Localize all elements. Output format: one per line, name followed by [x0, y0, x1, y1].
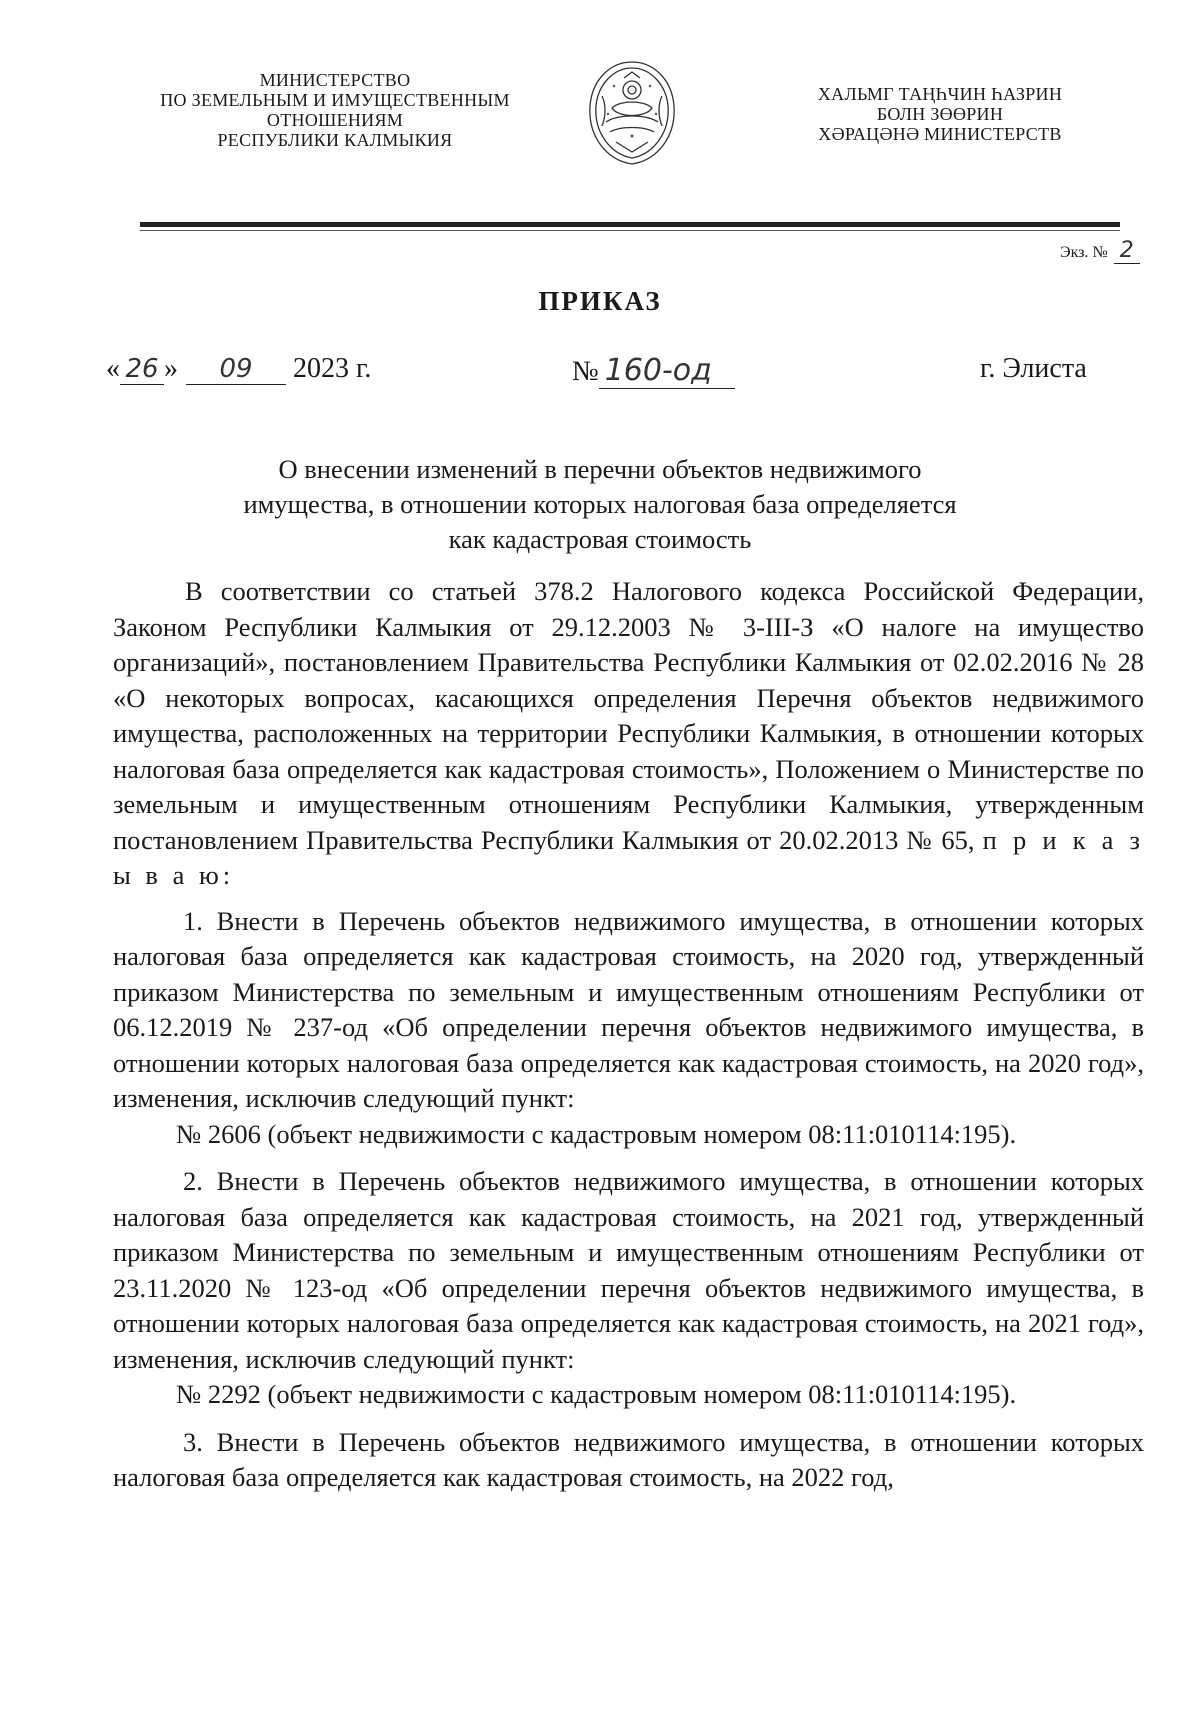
date-day: 26 [120, 354, 164, 385]
ministry-ru-line: ОТНОШЕНИЯМ [266, 110, 404, 130]
order-body [113, 574, 1144, 1496]
date-year: 2023 г. [293, 353, 372, 384]
date-open-quote: « [106, 353, 120, 384]
ministry-kalmyk-line: БОЛН ЗӨӨРИН [876, 104, 1004, 124]
order-item-excluded-entry: № 2606 (объект недвижимости с кадастровым номером 08:11:010114:195). [176, 1118, 1017, 1149]
copy-number-value: 2 [1114, 238, 1140, 264]
header-divider-thin [140, 230, 1120, 231]
order-date [106, 353, 371, 385]
order-number [572, 353, 735, 389]
subject-line: О внесении изменений в перечни объектов недвижимого [278, 454, 922, 484]
ministry-ru-line: ПО ЗЕМЕЛЬНЫМ И ИМУЩЕСТВЕННЫМ [160, 90, 510, 110]
order-item: 3. Внести в Перечень объектов недвижимого имущества, в отношении которых налоговая база определяется как кадастровая стоимость, на 2022 год, [113, 1426, 1144, 1492]
subject-line: как кадастровая стоимость [448, 524, 752, 554]
document-title: ПРИКАЗ [538, 286, 662, 316]
ministry-kalmyk-line: ХАЛЬМГ ТАҢҺЧИН ҺАЗРИН [817, 84, 1063, 104]
copy-number [1060, 238, 1140, 264]
ministry-name-ru [130, 70, 540, 150]
order-item: 1. Внести в Перечень объектов недвижимого имущества, в отношении которых налоговая база определяется как кадастровая стоимость, на 2020 год, утвержденный приказом Министерства по земельным и имущественным отношениям Республики от 06.12.2019 № 237-од «Об определении перечня объектов недвижимого имущества, в отношении которых налоговая база определяется как кадастровая стоимость, на 2020 год», изменения, исключив следующий пункт: [113, 905, 1144, 1113]
order-subject [0, 452, 1200, 557]
order-city: г. Элиста [980, 353, 1087, 384]
ministry-kalmyk-line: ХӘРАЦӘНӘ МИНИСТЕРСТВ [818, 124, 1062, 144]
header-divider-thick [140, 222, 1120, 227]
preamble-paragraph [113, 574, 1144, 894]
date-month: 09 [186, 354, 286, 385]
ministry-ru-line: МИНИСТЕРСТВО [259, 70, 411, 90]
order-number-label: № [572, 356, 599, 387]
copy-number-label: Экз. № [1060, 244, 1108, 261]
ministry-name-kalmyk [780, 84, 1100, 144]
preamble-text: В соответствии со статьей 378.2 Налогового кодекса Российской Федерации, Законом Республики Калмыкия от 29.12.2003 № 3-III-З «О налоге на имущество организаций», постановлением Правительства Республики Калмыкия от 02.02.2016 № 28 «О некоторых вопросах, касающихся определения Перечня объектов недвижимого имущества, расположенных на территории Республики Калмыкия, в отношении которых налоговая база определяется как кадастровая стоимость», Положением о Министерстве по земельным и имущественным отношениям Республики Калмыкия, утвержденным постановлением Правительства Республики Калмыкия от 20.02.2013 № 65, [113, 576, 1144, 855]
order-item-excluded-entry: № 2292 (объект недвижимости с кадастровым номером 08:11:010114:195). [176, 1379, 1017, 1409]
date-close-quote: » [164, 353, 178, 384]
decree-word: п р и к а з ы в а ю: [113, 824, 1144, 890]
order-number-value: 160-од [599, 353, 735, 389]
subject-line: имущества, в отношении которых налоговая база определяется [243, 489, 957, 519]
order-item: 2. Внести в Перечень объектов недвижимого имущества, в отношении которых налоговая база определяется как кадастровая стоимость, на 2021 год, утвержденный приказом Министерства по земельным и имущественным отношениям Республики от 23.11.2020 № 123-од «Об определении перечня объектов недвижимого имущества, в отношении которых налоговая база определяется как кадастровая стоимость, на 2021 год», изменения, исключив следующий пункт: [113, 1166, 1144, 1374]
coat-of-arms-icon [584, 56, 680, 168]
ministry-ru-line: РЕСПУБЛИКИ КАЛМЫКИЯ [217, 130, 453, 150]
